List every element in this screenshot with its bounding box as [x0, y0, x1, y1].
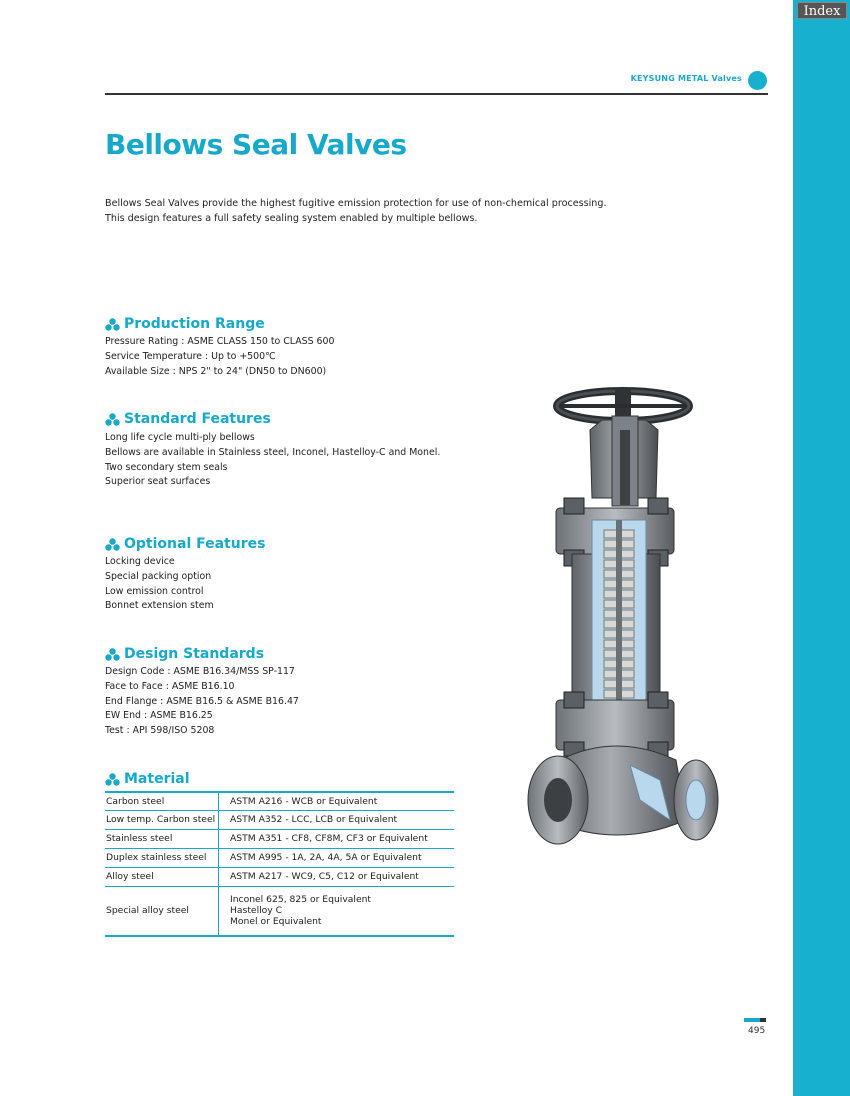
list-item: Superior seat surfaces [105, 476, 211, 488]
list-item: EW End : ASME B16.25 [105, 710, 213, 722]
material-spec: ASTM A216 - WCB or Equivalent [219, 792, 455, 810]
trefoil-icon [105, 538, 120, 551]
intro-line: Bellows Seal Valves provide the highest fugitive emission protection for use of non-chemical processing. [105, 198, 607, 209]
heading-label: Optional Features [124, 536, 266, 552]
material-spec: ASTM A351 - CF8, CF8M, CF3 or Equivalent [219, 829, 455, 848]
heading-label: Production Range [124, 316, 265, 332]
standard-features-list [105, 431, 440, 490]
material-name: Low temp. Carbon steel [105, 810, 219, 829]
material-name: Duplex stainless steel [105, 848, 219, 867]
trefoil-icon [105, 413, 120, 426]
list-item: Special packing option [105, 570, 212, 582]
intro-text [105, 196, 607, 226]
heading-label: Material [124, 771, 190, 787]
trefoil-icon [105, 648, 120, 661]
list-item: Bonnet extension stem [105, 600, 214, 612]
material-spec: ASTM A217 - WC9, C5, C12 or Equivalent [219, 867, 455, 886]
list-item: Locking device [105, 556, 175, 567]
standard-features-heading [105, 411, 271, 427]
list-item: Long life cycle multi-ply bellows [105, 432, 255, 443]
table-row [105, 829, 454, 848]
heading-label: Standard Features [124, 411, 271, 427]
design-standards-list [105, 665, 299, 739]
material-name: Carbon steel [105, 792, 219, 810]
list-item: Low emission control [105, 585, 204, 597]
page-number: 495 [748, 1026, 766, 1036]
heading-label: Design Standards [124, 646, 265, 662]
trefoil-icon [105, 773, 120, 786]
list-item: Available Size : NPS 2" to 24" (DN50 to DN600) [105, 365, 327, 377]
material-name: Special alloy steel [105, 886, 219, 936]
list-item: Pressure Rating : ASME CLASS 150 to CLASS 600 [105, 336, 335, 347]
index-button[interactable]: Index [797, 2, 847, 19]
intro-line: This design features a full safety sealing system enabled by multiple bellows. [105, 213, 478, 224]
brand-dot-icon [748, 71, 767, 90]
material-heading [105, 771, 190, 787]
material-spec: ASTM A352 - LCC, LCB or Equivalent [219, 810, 455, 829]
production-range-heading [105, 316, 265, 332]
side-tab-bar [793, 0, 850, 1096]
spec-line: Monel or Equivalent [230, 916, 322, 928]
brand-label: KEYSUNG METAL Valves [630, 74, 742, 83]
material-table [105, 791, 454, 937]
header-divider [105, 93, 768, 95]
table-row [105, 848, 454, 867]
optional-features-list [105, 555, 214, 614]
material-name: Alloy steel [105, 867, 219, 886]
table-row [105, 867, 454, 886]
trefoil-icon [105, 318, 120, 331]
optional-features-heading [105, 536, 265, 552]
list-item: Bellows are available in Stainless steel, Inconel, Hastelloy-C and Monel. [105, 446, 441, 458]
list-item: Face to Face : ASME B16.10 [105, 680, 235, 692]
bellows-valve-illustration [520, 380, 780, 850]
page-title: Bellows Seal Valves [105, 128, 407, 161]
list-item: End Flange : ASME B16.5 & ASME B16.47 [105, 695, 299, 707]
spec-line: Hastelloy C [230, 905, 283, 917]
table-row [105, 792, 454, 810]
material-spec [219, 886, 455, 936]
material-spec: ASTM A995 - 1A, 2A, 4A, 5A or Equivalent [219, 848, 455, 867]
material-name: Stainless steel [105, 829, 219, 848]
design-standards-heading [105, 646, 264, 662]
list-item: Design Code : ASME B16.34/MSS SP-117 [105, 666, 295, 677]
table-row [105, 810, 454, 829]
production-range-list [105, 335, 334, 379]
list-item: Two secondary stem seals [105, 461, 228, 473]
page-marker-dark [760, 1018, 766, 1022]
list-item: Service Temperature : Up to +500℃ [105, 350, 276, 362]
list-item: Test : API 598/ISO 5208 [105, 725, 215, 737]
spec-line: Inconel 625, 825 or Equivalent [230, 894, 372, 906]
table-row [105, 886, 454, 936]
